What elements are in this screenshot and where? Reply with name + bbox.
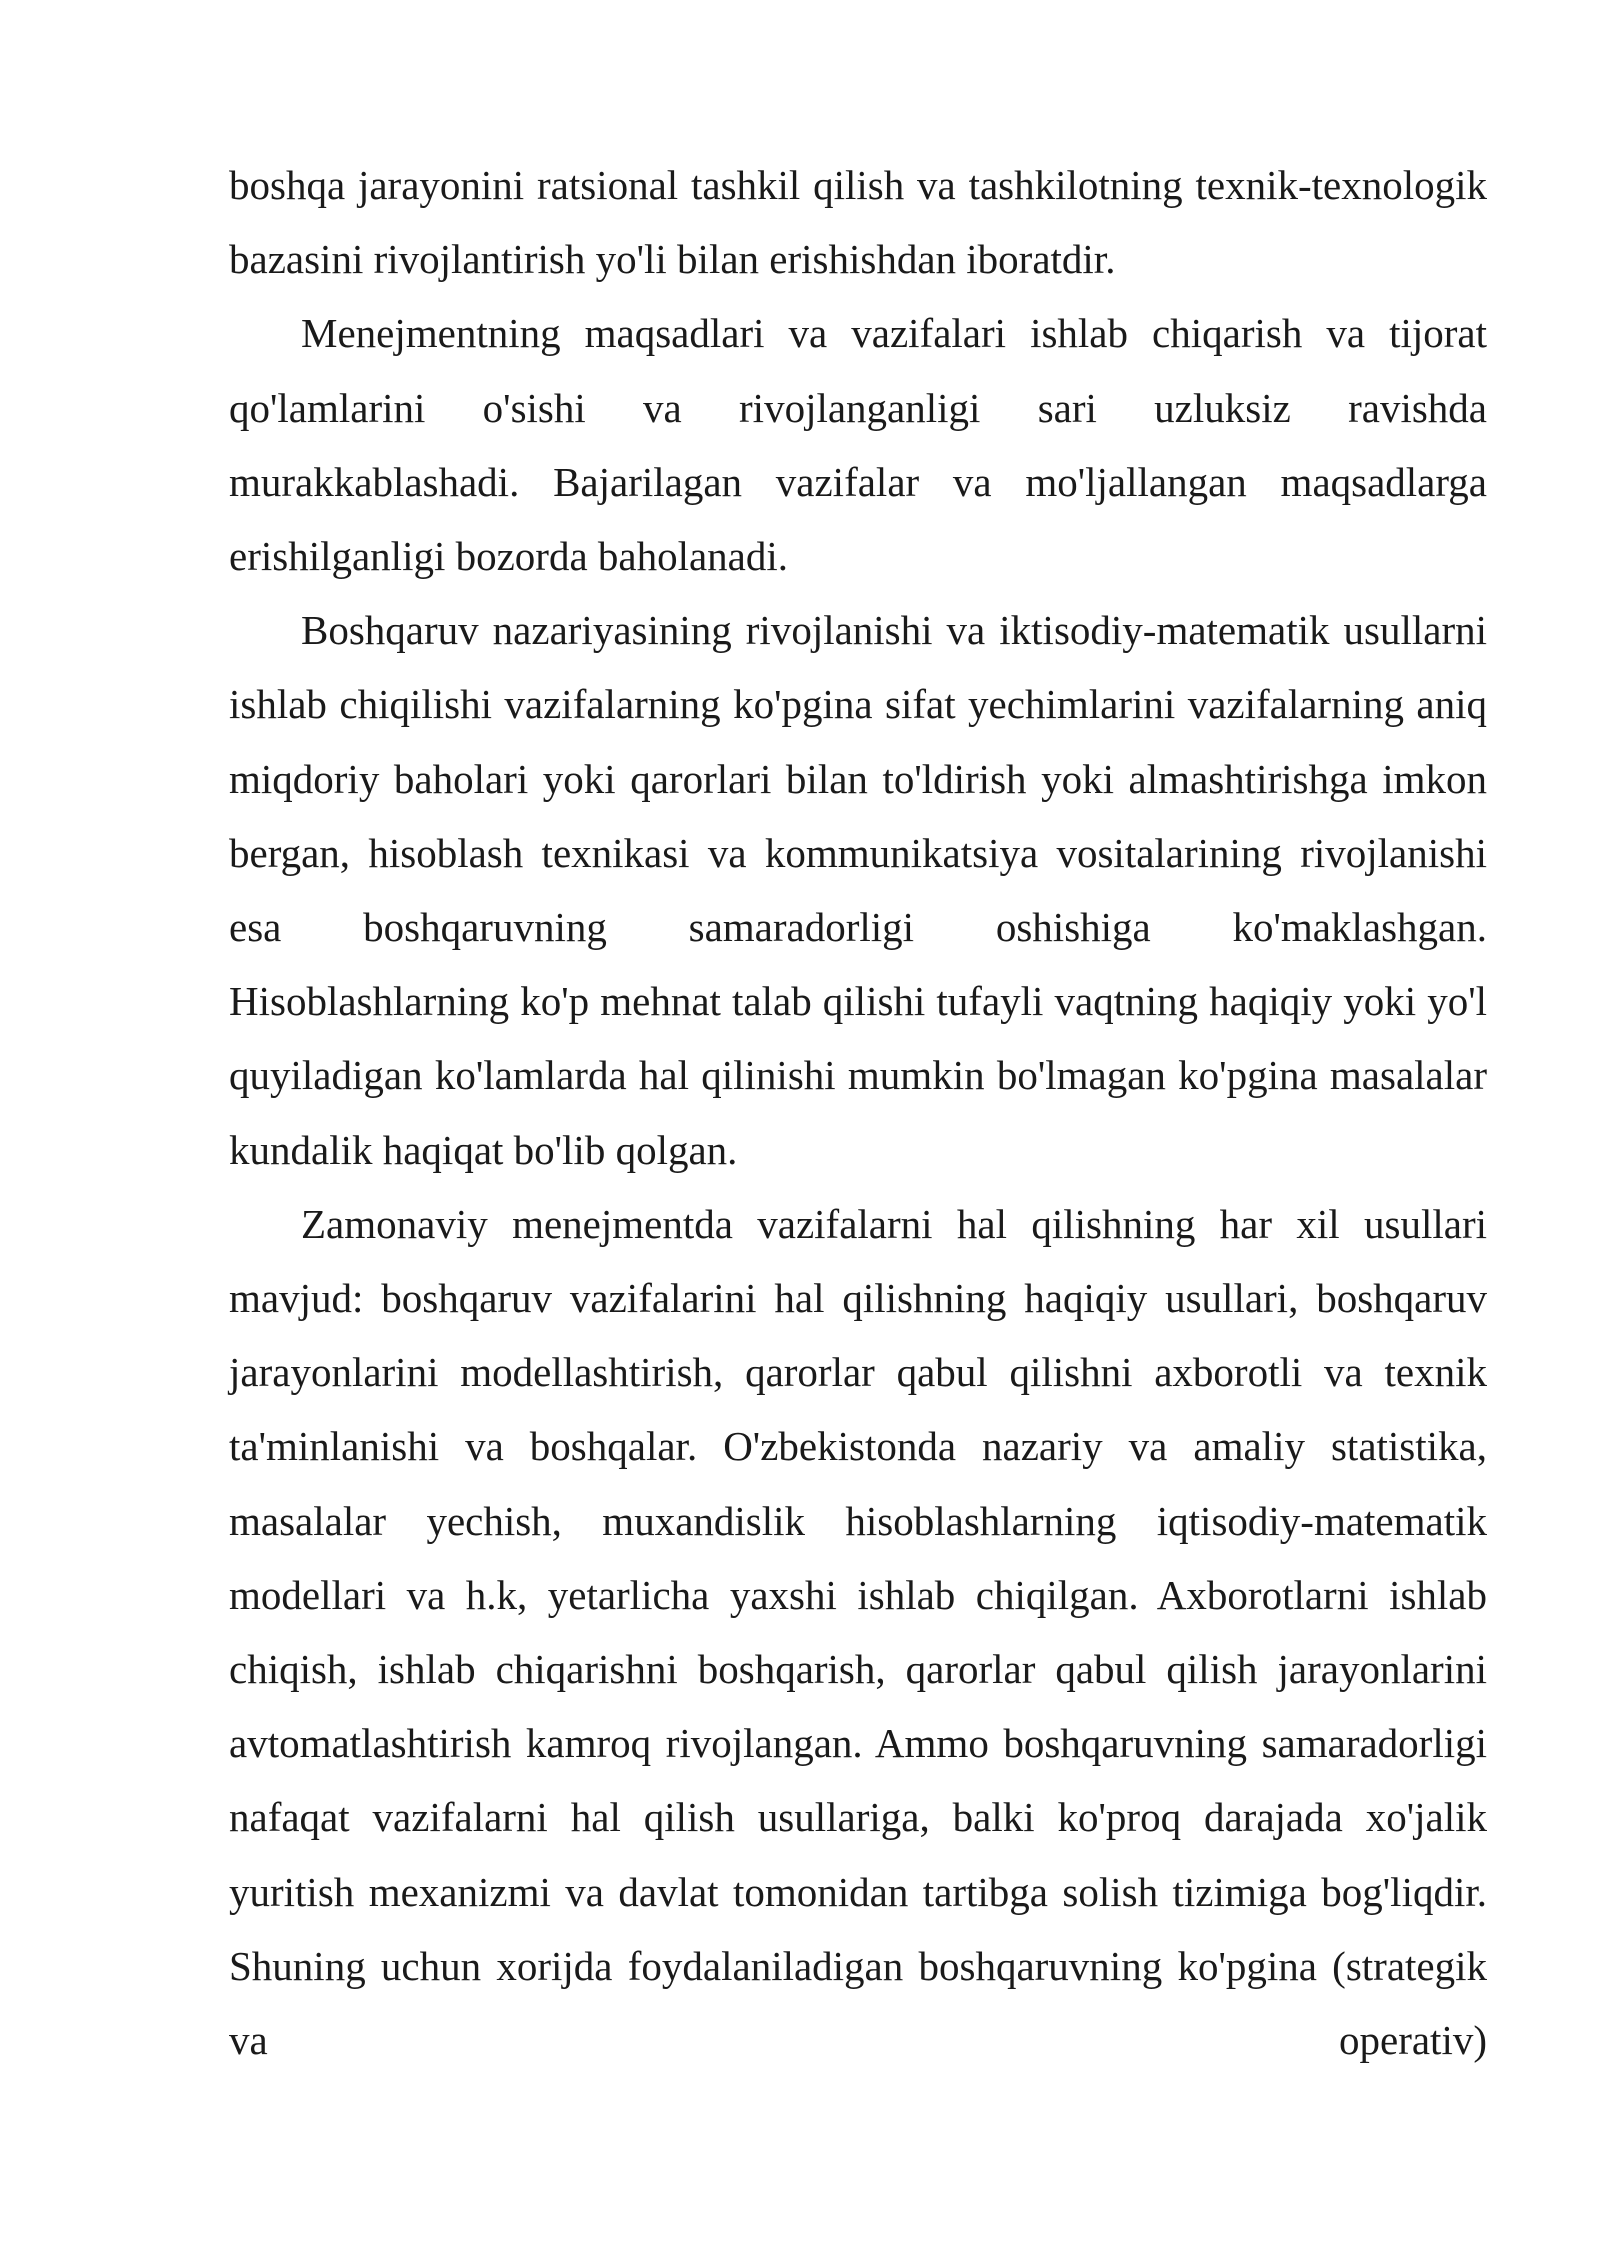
paragraph-management-theory: Boshqaruv nazariyasining rivojlanishi va iktisodiy-matematik usullarni ishlab chiqilishi vazifalarning ko'pgina sifat yechimlarini vazifalarning aniq miqdoriy baholari yoki qarorlari bilan to'ldirish yoki almashtirishga imkon bergan, hisoblash texnikasi va kommunikatsiya vositalarining rivojlanishi esa boshqaruvning samaradorligi oshishiga ko'maklashgan. Hisoblashlarning ko'p mehnat talab qilishi tufayli vaqtning haqiqiy yoki yo'l quyiladigan ko'lamlarda hal qilinishi mumkin bo'lmagan ko'pgina masalalar kundalik haqiqat bo'lib qolgan. [229,607,1487,1173]
paragraph-management-goals: Menejmentning maqsadlari va vazifalari ishlab chiqarish va tijorat qo'lamlarini o'sishi va rivojlanganligi sari uzluksiz ravishda murakkablashadi. Bajarilagan vazifalar va mo'ljallangan maqsadlarga erishilganligi bozorda baholanadi. [229,310,1487,580]
document-page [229,148,1487,2077]
paragraph-continuation: boshqa jarayonini ratsional tashkil qilish va tashkilotning texnik-texnologik bazasini rivojlantirish yo'li bilan erishishdan iboratdir. [229,162,1487,283]
paragraph-modern-management: Zamonaviy menejmentda vazifalarni hal qilishning har xil usullari mavjud: boshqaruv vazifalarini hal qilishning haqiqiy usullari, boshqaruv jarayonlarini modellashtirish, qarorlar qabul qilishni axborotli va texnik ta'minlanishi va boshqalar. O'zbekistonda nazariy va amaliy statistika, masalalar yechish, muxandislik hisoblashlarning iqtisodiy-matematik modellari va h.k, yetarlicha yaxshi ishlab chiqilgan. Axborotlarni ishlab chiqish, ishlab chiqarishni boshqarish, qarorlar qabul qilish jarayonlarini avtomatlashtirish kamroq rivojlangan. Ammo boshqaruvning samaradorligi nafaqat vazifalarni hal qilish usullariga, balki ko'proq darajada xo'jalik yuritish mexanizmi va davlat tomonidan tartibga solish tizimiga bog'liqdir. Shuning uchun xorijda foydalaniladigan boshqaruvning ko'pgina (strategik va operativ) [229,1200,1487,2064]
